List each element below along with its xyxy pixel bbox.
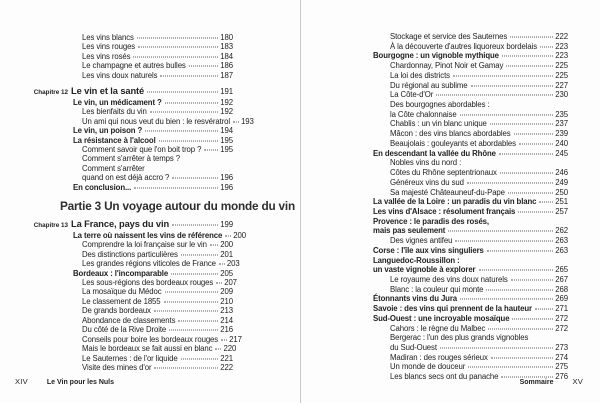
entry-page-number: 184 [220,51,233,61]
entry-text: Le Sauternes : de l'or liquide [82,353,178,363]
entry-page-number: 220 [223,344,237,354]
entry-text: Comment s'arrêter [82,163,145,173]
leader-dots [471,85,554,86]
entry-text: À la découverte d'autres liquoreux bordelais [390,41,538,51]
entry-page-number: 239 [555,129,568,139]
leader-dots [216,282,222,283]
toc-entry [390,285,568,295]
leader-dots [164,301,219,302]
entry-text: Comment s'arrêter à temps ? [82,154,181,164]
toc-entry [82,334,242,344]
leader-dots [499,153,553,154]
toc-entry [82,354,233,363]
entry-page-number: 275 [555,362,568,372]
entry-text: la Côte chalonnaise [390,109,457,119]
toc-entry [82,42,233,51]
toc-entry [82,145,233,154]
leader-dots [453,75,553,76]
leader-dots [448,231,553,232]
entry-page-number: 192 [220,107,233,117]
entry-text: Les vins rouges [82,42,136,52]
toc-entry [390,81,568,91]
entry-page-number: 246 [555,168,568,178]
toc-entry [373,256,568,266]
toc-entry [82,306,233,315]
entry-page-number: 217 [229,334,242,344]
leader-dots [488,328,553,329]
leader-dots [540,46,553,47]
entry-page-number: 180 [220,33,233,42]
page-gutter-divider [300,0,301,403]
toc-chapter-entry [29,220,233,230]
entry-page-number: 200 [233,230,246,240]
toc-entry [82,52,233,61]
entry-text: Beaujolais : gouleyants et abordables [390,138,516,148]
toc-entry [82,363,233,372]
leader-dots [134,187,218,188]
toc-entry [390,119,568,129]
toc-entry [390,188,568,198]
entry-page-number: 191 [220,87,233,97]
leader-dots [233,121,239,122]
entry-text: Bourgogne : un vignoble mythique [373,51,499,61]
leader-dots [539,202,553,203]
entry-text: Stockage et service des Sauternes [390,32,508,41]
leader-dots [500,173,554,174]
entry-page-number: 251 [555,197,568,207]
entry-text: Sud-Ouest : une incroyable mosaïque [373,313,510,323]
leader-dots [165,292,219,293]
entry-text: Les vins d'Alsace : résolument français [373,206,516,216]
leader-dots [159,140,219,141]
book-title: Le Vin pour les Nuls [46,379,115,386]
sommaire-label: Sommaire [519,379,554,386]
entry-page-number: 263 [555,236,568,246]
entry-page-number: 201 [220,249,233,259]
entry-text: Des bourgognes abordables : [390,100,490,110]
entry-text: Sa majesté Châteauneuf-du-Pape [390,187,505,197]
entry-page-number: 213 [220,306,233,316]
entry-page-number: 249 [555,177,568,187]
toc-entry [390,110,568,120]
entry-page-number: 273 [555,343,568,352]
entry-text: Blanc : la couleur qui monte [390,284,484,294]
entry-page-number: 227 [555,80,568,90]
leader-dots [137,38,218,39]
entry-page-number: 269 [555,294,568,304]
leader-dots [225,235,231,236]
leader-dots [181,358,219,359]
entry-text: Un monde de douceur [390,362,466,372]
leader-dots [138,47,218,48]
entry-text: Partie 3 Un voyage autour du monde du vin [60,199,295,214]
leader-dots [172,178,218,179]
leader-dots [479,270,554,271]
entry-text: Corse : l'île aux vins singuliers [373,245,484,255]
entry-text: Le vin, un poison ? [73,126,143,136]
toc-entry [82,344,237,354]
leader-dots [512,318,553,319]
entry-page-number: 250 [555,187,568,197]
entry-page-number: 209 [220,287,233,297]
toc-entry [82,297,233,306]
leader-dots [133,56,218,57]
toc-entry [390,353,568,363]
toc-entry [373,265,568,275]
entry-text: Chardonnay, Pinot Noir et Gamay [390,61,504,71]
entry-text: Les blancs secs ont du panache [390,372,499,382]
entry-page-number: 271 [555,304,568,314]
entry-page-number: 223 [555,51,568,61]
entry-page-number: 276 [555,372,568,382]
toc-entry [73,126,233,135]
entry-text: La mosaïque du Médoc [82,287,162,297]
entry-text: Un ami qui nous veut du bien : le resvératrol [82,116,231,126]
entry-text: Côtes du Rhône septentrionaux [390,168,497,178]
entry-page-number: 200 [220,240,233,250]
toc-entry [82,107,233,116]
leader-dots [215,349,221,350]
entry-text: Nobles vins du nord : [390,158,462,168]
leader-dots [210,245,218,246]
entry-text: Les grandes régions viticoles de France [82,259,216,269]
toc-entry [82,287,233,296]
entry-text: Généreux vins du sud [390,177,464,187]
leader-dots [511,279,554,280]
entry-text: Bordeaux : l'incomparable [73,268,169,278]
entry-page-number: 272 [555,313,568,323]
leader-dots [467,182,553,183]
right-footer [520,377,583,386]
leader-dots [171,273,218,274]
toc-entry [73,183,233,192]
leader-dots [440,348,553,349]
entry-text: En conclusion... [73,182,132,192]
left-folio: XIV [15,377,28,386]
toc-entry [82,33,233,42]
entry-page-number: 210 [220,296,233,306]
toc-entry [82,164,233,173]
toc-entry [373,51,568,61]
entry-text: Le classement de 1855 [82,296,161,306]
entry-text: Du régional au sublime [390,80,468,90]
chapter-label: Chapitre 12 [33,89,68,97]
left-entries-column [29,33,295,373]
toc-entry [373,207,568,217]
entry-page-number: 257 [555,206,568,216]
toc-entry [82,61,233,70]
entry-text: Visite des mines d'or [82,363,152,373]
leader-dots [508,192,553,193]
entry-page-number: 187 [220,70,233,80]
right-folio: XV [572,377,583,386]
entry-text: La Côte-d'Or [390,90,434,100]
leader-dots [221,339,227,340]
entry-text: Les sous-régions des bordeaux rouges [82,277,214,287]
toc-entry [373,149,568,159]
entry-text: Le vin, un médicament ? [73,97,162,107]
entry-text: Abondance de classements [82,315,176,325]
entry-text: Comprendre la loi française sur le vin [82,240,207,250]
entry-text: Provence : le paradis des rosés, [373,216,489,226]
entry-text: Les bienfaits du vin [82,107,147,117]
leader-dots [460,299,553,300]
toc-entry [373,246,568,256]
toc-entry [82,173,233,182]
entry-page-number: 216 [220,325,233,335]
entry-text: Les vins doux naturels [82,70,158,80]
leader-dots [160,75,218,76]
toc-entry [373,294,568,304]
leader-dots [172,225,218,226]
toc-entry [73,136,233,145]
toc-entry [390,158,568,168]
entry-page-number: 263 [555,245,568,255]
entry-text: Du côté de la Rive Droite [82,325,167,335]
entry-text: Chablis : un vin blanc unique [390,119,487,129]
toc-entry [373,226,568,236]
toc-entry [82,259,240,269]
toc-chapter-entry [29,87,233,97]
entry-page-number: 274 [555,352,568,362]
leader-dots [490,124,553,125]
entry-page-number: 196 [220,173,233,183]
leader-dots [154,368,218,369]
toc-entry [373,197,568,207]
entry-page-number: 195 [220,135,233,145]
entry-page-number: 183 [220,42,233,52]
entry-page-number: 203 [226,259,240,269]
leader-dots [535,309,553,310]
toc-entry [82,71,233,80]
toc-entry [82,116,254,126]
entry-page-number: 230 [555,90,568,100]
entry-text: mais pas seulement [373,226,446,236]
left-footer [15,377,114,386]
entry-page-number: 192 [220,97,233,107]
toc-entry [373,314,568,324]
entry-text: Comment savoir que l'on boit trop ? [82,144,202,154]
entry-page-number: 205 [220,268,233,278]
entry-text: Étonnants vins du Jura [373,294,458,304]
toc-entry [82,325,233,334]
entry-page-number: 221 [220,353,233,363]
right-entries-column [373,32,568,382]
toc-entry [390,343,568,353]
leader-dots [169,330,218,331]
entry-page-number: 262 [555,226,568,236]
toc-entry [82,316,233,325]
entry-text: En descendant la vallée du Rhône [373,148,496,158]
toc-entry [82,277,237,287]
entry-page-number: 225 [555,70,568,80]
leader-dots [510,37,553,38]
toc-entry [373,217,568,227]
leader-dots [487,250,553,251]
toc-entry [390,42,568,52]
leader-dots [165,102,219,103]
entry-text: Les vins rosés [82,51,131,61]
entry-text: La terre où naissent les vins de référence [73,230,223,240]
entry-text: quand on est déjà accro ? [82,173,170,183]
leader-dots [145,131,218,132]
leader-dots [154,311,218,312]
entry-page-number: 235 [555,109,568,119]
entry-text: Savoie : des vins qui prennent de la hauteur [373,304,532,314]
chapter-label: Chapitre 13 [33,222,68,230]
entry-page-number: 245 [555,148,568,158]
toc-entry [390,100,568,110]
toc-entry [390,168,568,178]
entry-text: Mâcon : des vins blancs abordables [390,129,511,139]
leader-dots [178,320,218,321]
toc-entry [390,32,568,42]
entry-text: Madiran : des rouges sérieux [390,352,488,362]
toc-entry [373,304,568,314]
leader-dots [514,134,554,135]
entry-text: Bergerac : l'un des plus grands vignobles [390,333,529,343]
entry-page-number: 225 [555,61,568,71]
toc-entry [390,61,568,71]
toc-part-heading [60,199,295,214]
toc-entry [73,269,233,278]
leader-dots [189,66,219,67]
toc-entry [390,324,568,334]
leader-dots [219,264,225,265]
entry-text: Conseils pour boire les bordeaux rouges [82,334,219,344]
entry-page-number: 265 [555,265,568,275]
entry-text: La France, pays du vin [71,219,170,230]
leader-dots [519,143,553,144]
toc-entry [390,71,568,81]
leader-dots [518,211,553,212]
entry-text: La loi des districts [390,70,450,80]
entry-page-number: 194 [220,126,233,136]
entry-page-number: 195 [220,144,233,154]
entry-text: Le vin et la santé [71,86,145,97]
leader-dots [436,95,553,96]
entry-page-number: 237 [555,119,568,129]
entry-text: De grands bordeaux [82,306,151,316]
entry-text: La résistance à l'alcool [73,135,156,145]
entry-page-number: 267 [555,274,568,284]
leader-dots [460,114,554,115]
toc-entry [390,333,568,343]
leader-dots [506,66,553,67]
entry-page-number: 223 [555,41,568,51]
entry-page-number: 240 [555,138,568,148]
entry-text: La vallée de la Loire : un paradis du vin blanc [373,197,537,207]
toc-entry [390,275,568,285]
leader-dots [491,357,554,358]
entry-page-number: 214 [220,315,233,325]
entry-page-number: 199 [220,220,233,230]
entry-text: Des distinctions particulières [82,249,178,259]
entry-page-number: 222 [220,363,233,373]
leader-dots [181,254,218,255]
leader-dots [150,112,219,113]
entry-text: Cahors : le règne du Malbec [390,323,486,333]
entry-text: du Sud-Ouest [390,343,437,352]
entry-text: Le royaume des vins doux naturels [390,274,508,284]
entry-text: Mais le bordeaux se fait aussi en blanc [82,344,213,354]
toc-entry [390,129,568,139]
entry-text: Le champagne et autres bulles [82,61,186,71]
leader-dots [502,56,553,57]
leader-dots [204,149,218,150]
entry-text: Les vins blancs [82,33,134,42]
entry-page-number: 272 [555,323,568,333]
toc-entry [390,178,568,188]
entry-text: Languedoc-Roussillon : [373,255,460,265]
entry-page-number: 268 [555,284,568,294]
entry-page-number: 222 [555,32,568,41]
entry-page-number: 207 [224,277,237,287]
entry-text: Des vignes antifeu [390,236,453,246]
toc-entry [390,139,568,149]
leader-dots [468,367,553,368]
toc-entry [82,154,233,163]
toc-entry [390,236,568,246]
toc-entry [390,362,568,372]
toc-entry [82,240,233,249]
toc-entry [73,230,246,240]
leader-dots [147,92,218,93]
toc-entry [73,98,233,107]
toc-entry [82,250,233,259]
leader-dots [455,241,553,242]
entry-page-number: 193 [241,116,254,126]
entry-page-number: 186 [220,61,233,71]
entry-page-number: 196 [220,182,233,192]
entry-text: un vaste vignoble à explorer [373,265,476,275]
leader-dots [486,289,553,290]
toc-entry [390,90,568,100]
